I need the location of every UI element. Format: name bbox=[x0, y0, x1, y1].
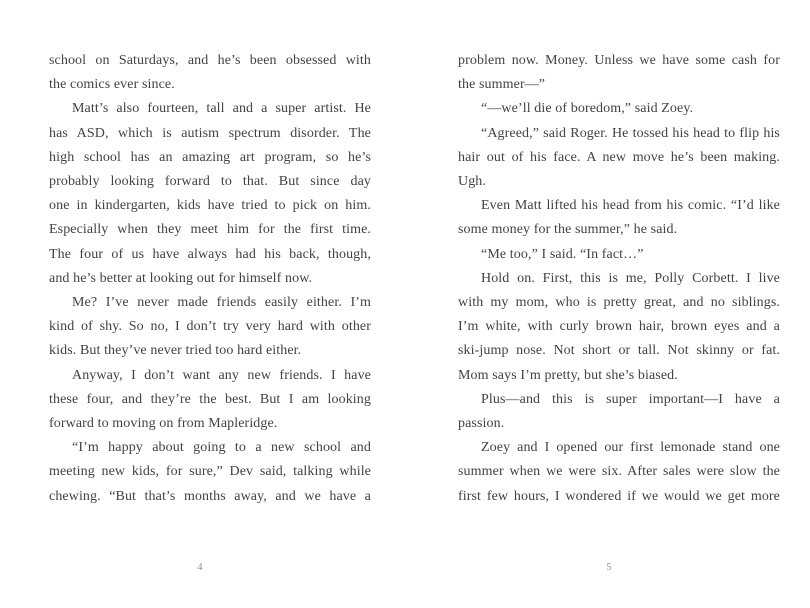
text-line: probably looking forward to that. But since day bbox=[49, 174, 371, 190]
text-line: Mom says I’m pretty, but she’s biased. bbox=[458, 367, 678, 383]
text-line: Me? I’ve never made friends easily either. I’m bbox=[72, 295, 371, 311]
text-line: some money for the summer,” he said. bbox=[458, 222, 678, 238]
text-line: Zoey and I opened our first lemonade stand one bbox=[481, 440, 780, 456]
page-left-number: 4 bbox=[197, 562, 203, 573]
page-right-text bbox=[458, 49, 780, 509]
text-line: Matt’s also fourteen, tall and a super artist. He bbox=[72, 101, 371, 117]
text-line: school on Saturdays, and he’s been obsessed with bbox=[49, 53, 371, 68]
text-line: ski-jump nose. Not short or tall. Not skinny or fat. bbox=[458, 343, 780, 359]
text-line: Especially when they meet him for the first time. bbox=[49, 222, 371, 238]
text-line: Plus—and this is super important—I have a bbox=[481, 391, 780, 407]
text-line: Ugh. bbox=[458, 174, 487, 190]
page-left-text bbox=[49, 49, 371, 509]
text-line: kind of shy. So no, I don’t try very hard with other bbox=[49, 319, 371, 335]
text-line: the comics ever since. bbox=[49, 77, 175, 93]
text-line: “I’m happy about going to a new school and bbox=[72, 440, 371, 456]
text-line: Anyway, I don’t want any new friends. I have bbox=[72, 367, 371, 383]
text-line: and he’s better at looking out for himself now. bbox=[49, 270, 313, 286]
text-line: first few hours, I wondered if we would we get more bbox=[458, 488, 780, 504]
text-line: high school has an amazing art program, so he’s bbox=[49, 149, 371, 165]
text-line: passion. bbox=[458, 416, 505, 432]
text-line: I’m white, with curly brown hair, brown eyes and a bbox=[458, 319, 780, 335]
text-line: The four of us have always had his back, though, bbox=[49, 246, 371, 262]
text-line: Even Matt lifted his head from his comic. “I’d like bbox=[481, 198, 780, 214]
text-line: summer when we were six. After sales were slow the bbox=[458, 464, 780, 480]
text-line: the summer—” bbox=[458, 77, 546, 93]
text-line: “—we’ll die of boredom,” said Zoey. bbox=[481, 101, 694, 117]
text-line: problem now. Money. Unless we have some cash for bbox=[458, 53, 780, 68]
text-line: one in kindergarten, kids have tried to pick on him. bbox=[49, 198, 371, 214]
text-line: “Me too,” I said. “In fact…” bbox=[481, 246, 644, 262]
text-line: chewing. “But that’s months away, and we have a bbox=[49, 488, 371, 504]
book-page-right bbox=[458, 0, 780, 608]
text-line: these four, and they’re the best. But I am looking bbox=[49, 391, 371, 407]
text-line: kids. But they’ve never tried too hard either. bbox=[49, 343, 302, 359]
book-page-left bbox=[49, 0, 371, 608]
page-right-number: 5 bbox=[606, 562, 612, 573]
text-line: hair out of his face. A new move he’s been making. bbox=[458, 149, 780, 165]
text-line: has ASD, which is autism spectrum disorder. The bbox=[49, 125, 371, 141]
text-line: “Agreed,” said Roger. He tossed his head to flip his bbox=[481, 125, 780, 141]
text-line: Hold on. First, this is me, Polly Corbett. I live bbox=[481, 270, 780, 286]
text-line: meeting new kids, for sure,” Dev said, talking while bbox=[49, 464, 371, 480]
text-line: forward to moving on from Mapleridge. bbox=[49, 416, 278, 432]
text-line: with my mom, who is pretty great, and no siblings. bbox=[458, 295, 780, 311]
